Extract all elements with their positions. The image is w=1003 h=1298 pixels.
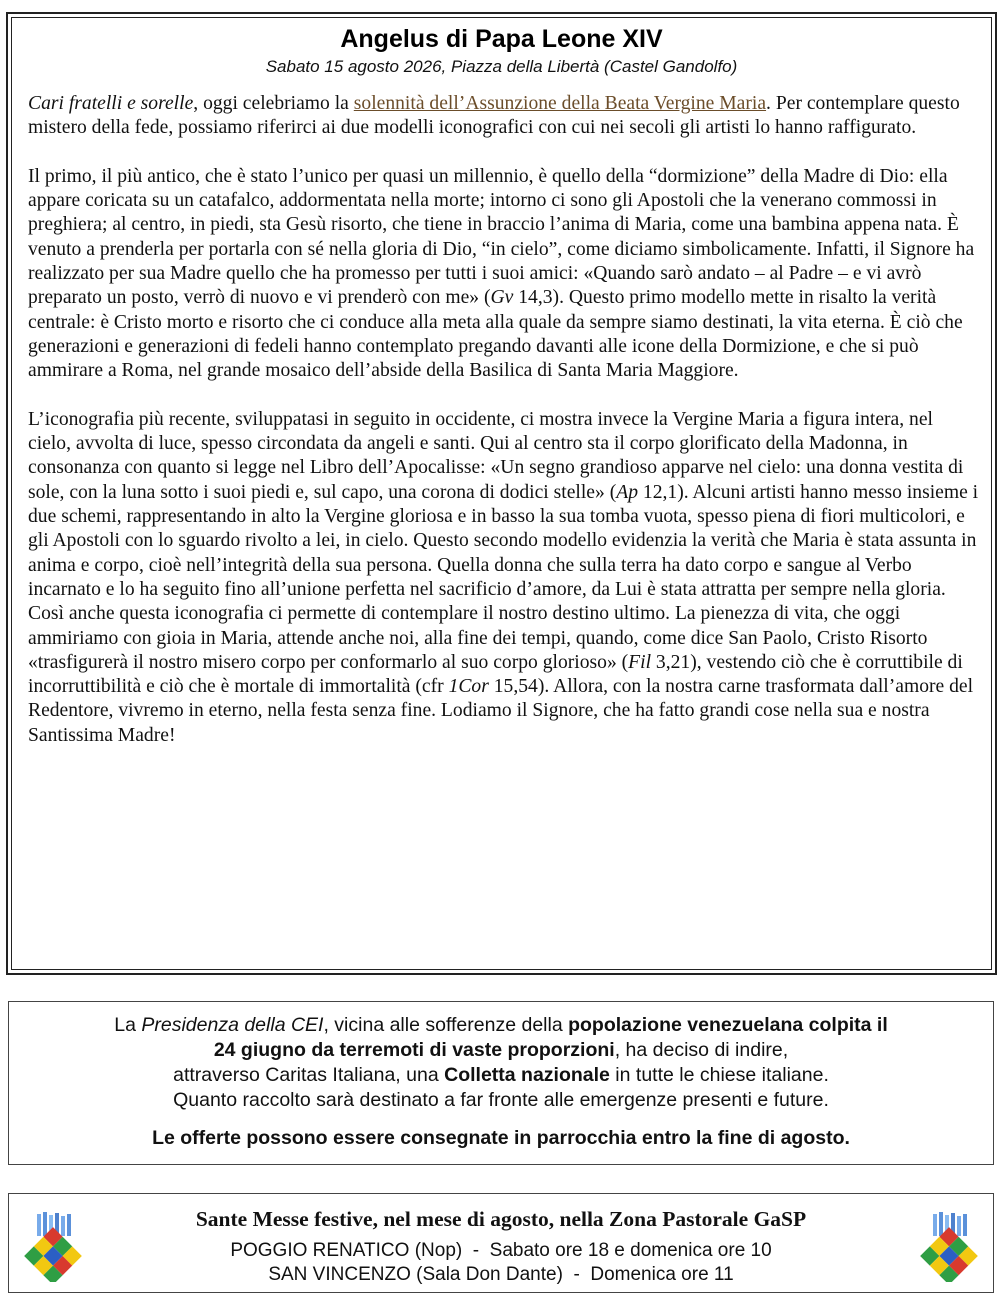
angelus-paragraph-2 [28,165,980,384]
messe-row-poggio-renatico: POGGIO RENATICO (Nop) - Sabato ore 18 e domenica ore 10 [230,1240,772,1261]
text-span: in tutte le chiese italiane. [609,1064,829,1086]
text-span: Il primo, il più antico, che è stato l’unico per quasi un millennio, è quello della “dormizione” della Madre di Dio: ella appare coricata su un catafalco, addormentata nella morte; intorno ci sono gli Apostoli che la venerano commossi in preghiera; al centro, in piedi, sta Gesù risorto, che tiene in braccio l’anima di Maria, come una bambina appena nata. È venuto a prenderla per portarla con sé nella gloria di Dio, “in cielo”, come diciamo simbolicamente. Infatti, il Signore ha realizzato per sua Madre quello che ha promesso per tutti i suoi amici: «Quando sarò andato – al Padre – e vi avrò preparato un posto, verrò di nuovo e vi prenderò con me» ( [28,165,975,309]
text-span: , oggi celebriamo la [193,93,354,114]
messe-row-san-vincenzo: SAN VINCENZO (Sala Don Dante) - Domenica ore 11 [268,1264,734,1285]
cei-closing-note: Le offerte possono essere consegnate in parrocchia entro la fine di agosto. [152,1127,850,1149]
bible-ref-book: 1Cor [448,676,489,698]
text-span: , ha deciso di indire, [614,1039,789,1061]
cei-line-4: Quanto raccolto sarà destinato a far fronte alle emergenze presenti e future. [173,1089,829,1111]
angelus-paragraph-3 [28,408,980,748]
cei-announcement [9,1013,993,1113]
cei-collection-box [8,1001,994,1165]
bible-ref-book: Gv [490,287,514,309]
bible-ref-num: 3,21 [651,651,691,673]
text-span: , vicina alle sofferenze della [323,1014,569,1036]
angelus-paragraph-1 [28,92,980,141]
angelus-subtitle: Sabato 15 agosto 2026, Piazza della Libertà (Castel Gandolfo) [265,57,738,76]
angelus-title: Angelus di Papa Leone XIV [340,25,663,53]
bible-ref-num: 14,3 [513,287,553,309]
angelus-text [28,92,980,772]
greeting: Cari fratelli e sorelle [28,93,194,114]
text-span: attraverso Caritas Italiana, una [173,1064,445,1086]
messe-box [8,1193,994,1293]
bible-ref-book: Ap [616,481,638,503]
text-span: ). Allora, con la nostra carne trasformata dall’amore del Redentore, vivremo in eterno, nella festa senza fine. Lodiamo il Signore, che ha fatto grandi cose nella sua e nostra Santissima Madre! [28,676,974,746]
messe-title: Sante Messe festive, nel mese di agosto, nella Zona Pastorale GaSP [195,1207,807,1231]
emphasis-text: 24 giugno da terremoti di vaste proporzioni [213,1039,615,1061]
text-span: La [114,1014,142,1036]
emphasis-text: Colletta nazionale [444,1064,610,1086]
text-span: ). Alcuni artisti hanno messo insieme i due schemi, rappresentando in alto la Vergine gloriosa e in basso la sua tomba vuota, spesso piena di fiori multicolori, e gli Apostoli con lo sguardo rivolto a lei, in cielo. Questo secondo modello evidenzia la verità che Maria è stata assunta in anima e corpo, cioè nell’integrità della sua persona. Quella donna che sulla terra ha dato corpo e sangue al Verbo incarnato e lo ha seguito fino all’unione perfetta nel sacrificio d’amore, da Lui è stata attratta per sempre nella gloria. Così anche questa iconografia ci permette di contemplare il nostro destino ultimo. La pienezza di vita, che oggi ammiriamo con gioia in Maria, attende anche noi, alla fine dei tempi, quando, come dice San Paolo, Cristo Risorto «trasfigurerà il nostro misero corpo per conformarlo al suo corpo glorioso» ( [28,481,979,673]
assunzione-link[interactable]: solennità dell’Assunzione della Beata Vergine Maria [353,93,767,114]
angelus-box [6,12,997,975]
emphasis-text: popolazione venezuelana colpita il [568,1014,888,1036]
zona-pastorale-logo-right-icon [919,1212,979,1282]
cei-line-2 [9,1038,993,1063]
cei-presidency: Presidenza della CEI [141,1014,324,1036]
bible-ref-num: 15,54 [488,676,538,698]
cei-line-3 [9,1063,993,1088]
text-span: ), vestendo ciò che è corruttibile di incorruttibilità e ciò che è mortale di immortalità (cfr [28,651,963,698]
text-span: . Per contemplare questo mistero della fede, possiamo riferirci ai due modelli iconografici con cui nei secoli gli artisti lo hanno raffigurato. [28,93,960,139]
text-span: L’iconografia più recente, sviluppatasi in seguito in occidente, ci mostra invece la Vergine Maria a figura intera, nel cielo, avvolta di luce, spesso circondata da angeli e santi. Qui al centro sta il corpo glorificato della Madonna, in consonanza con quanto si legge nel Libro dell’Apocalisse: «Un segno grandioso apparve nel cielo: una donna vestita di sole, con la luna sotto i suoi piedi e, sul capo, una corona di dodici stelle» ( [28,408,964,503]
bible-ref-book: Fil [628,651,652,673]
text-span: ). Questo primo modello mette in risalto la verità centrale: è Cristo morto e risorto che ci conduce alla meta alla quale da sempre siamo destinati, la vita eterna. È ciò che generazioni e generazioni di fedeli hanno contemplato pregando davanti alle icone della Dormizione, e che si può ammirare a Roma, nel grande mosaico dell’abside della Basilica di Santa Maria Maggiore. [28,287,963,382]
bible-ref-num: 12,1 [638,481,678,503]
cei-line-1 [9,1013,993,1038]
